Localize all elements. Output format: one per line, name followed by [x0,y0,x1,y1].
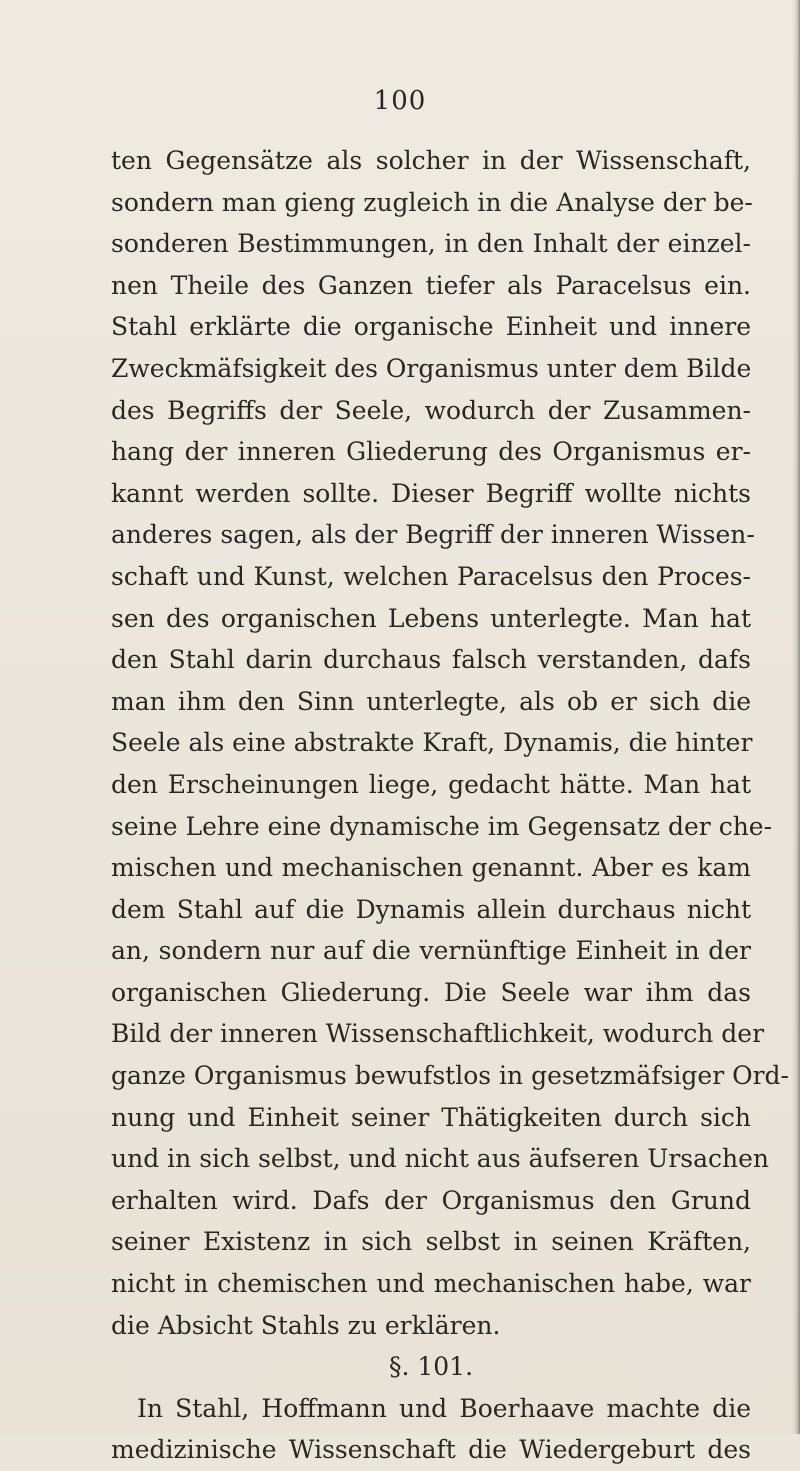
text-line: In Stahl, Hoffmann und Boerhaave machte die [137,1393,751,1423]
text-line: die Absicht Stahls zu erklären. [111,1310,501,1340]
text-line: Zweckmäfsigkeit des Organismus unter dem Bilde [111,353,752,383]
text-line: Seele als eine abstrakte Kraft, Dynamis, die hinter [111,728,753,758]
text-line: des Begriffs der Seele, wodurch der Zusammen- [111,395,751,425]
text-line: dem Stahl auf die Dynamis allein durchaus nicht [111,894,751,924]
text-line: ganze Organismus bewufstlos in gesetzmäfsiger Ord- [111,1061,790,1091]
text-line: sondern man gieng zugleich in die Analyse der be- [111,187,753,217]
text-line: mischen und mechanischen genannt. Aber es kam [111,853,751,883]
text-line: nen Theile des Ganzen tiefer als Paracelsus ein. [111,270,751,300]
text-line: organischen Gliederung. Die Seele war ihm das [111,977,751,1007]
text-line: nung und Einheit seiner Thätigkeiten durch sich [111,1102,751,1132]
text-line: seine Lehre eine dynamische im Gegensatz der che- [111,811,773,841]
section-heading: §. 101. [388,1352,474,1382]
text-line: erhalten wird. Dafs der Organismus den Grund [111,1185,751,1215]
text-line: sonderen Bestimmungen, in den Inhalt der einzel- [111,229,751,259]
page-edge-shadow [792,0,800,1434]
text-line: Stahl erklärte die organische Einheit und innere [111,312,751,342]
page-number: 100 [373,86,427,116]
text-line: ten Gegensätze als solcher in der Wissenschaft, [111,146,751,175]
text-line: medizinische Wissenschaft die Wiedergeburt des [111,1435,751,1465]
text-line: nicht in chemischen und mechanischen habe, war [111,1269,751,1299]
text-line: und in sich selbst, und nicht aus äufseren Ursachen [111,1144,770,1174]
text-line: sen des organischen Lebens unterlegte. Man hat [111,603,751,633]
text-line: Bild der inneren Wissenschaftlichkeit, wodurch der [111,1019,765,1049]
text-line: den Stahl darin durchaus falsch verstanden, dafs [111,645,751,675]
text-line: an, sondern nur auf die vernünftige Einheit in der [111,936,751,966]
text-line: man ihm den Sinn unterlegte, als ob er sich die [111,686,751,716]
text-line: den Erscheinungen liege, gedacht hätte. Man hat [111,769,751,799]
text-line: schaft und Kunst, welchen Paracelsus den Proces- [111,561,751,591]
text-line: hang der inneren Gliederung des Organismus er- [111,437,751,467]
text-line: kannt werden sollte. Dieser Begriff wollte nichts [111,478,751,508]
text-line: anderes sagen, als der Begriff der inneren Wissen- [111,520,755,550]
body-text [111,140,790,1471]
text-line: seiner Existenz in sich selbst in seinen Kräften, [111,1227,751,1257]
